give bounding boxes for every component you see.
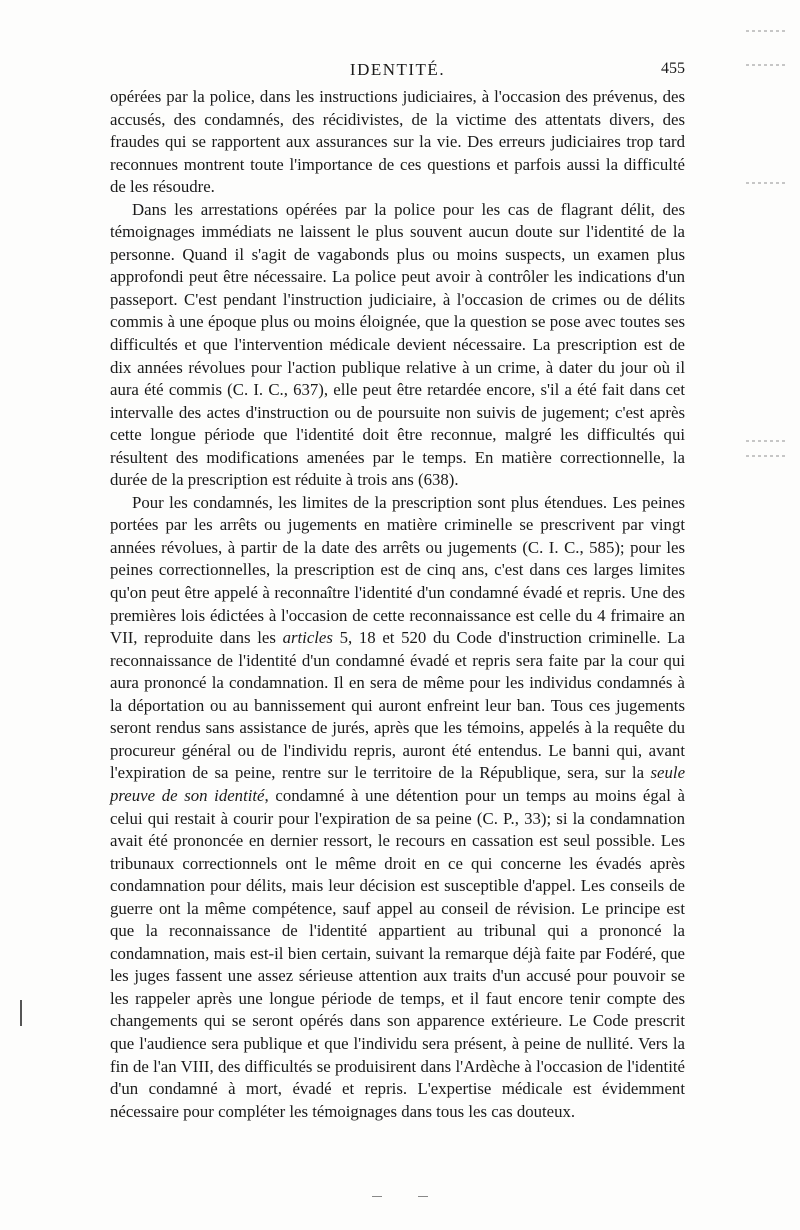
scan-artifact: [372, 1196, 382, 1197]
scan-artifact: [746, 64, 786, 66]
page-number: 455: [661, 60, 685, 77]
scan-artifact: [746, 455, 786, 457]
scan-artifact: [418, 1196, 428, 1197]
paragraph-condamnes-part-3: , condamné à une détention pour un temps au moins égal à celui qui restait à courir pour l'expiration de sa peine (C. P., 33); si la condamnation avait été prononcée en dernier ressort, le recours en cassation est seul possible. Les tribunaux correctionnels ont le même droit en ce qui concerne les évadés après condamnation pour délits, mais leur décision est susceptible d'appel. Les conseils de guerre ont la même compétence, sauf appel au conseil de révision. Le principe est que la reconnaissance de l'identité appartient au tribunal qui a prononcé la condamnation, mais est-il bien certain, suivant la remarque déjà faite par Fodéré, que les juges fassent une assez sérieuse attention aux traits d'un accusé pour pouvoir se les rappeler après une longue période de temps, et il faut encore tenir compte des changements qui se seront opérés dans son apparence extérieure. Le Code prescrit que l'audience sera publique et que l'individu sera présent, à peine de nullité. Vers la fin de l'an VIII, des difficultés se produisirent dans l'Ardèche à l'occasion de l'identité d'un condamné à mort, évadé et repris. L'expertise médicale est évidemment nécessaire pour compléter les témoignages dans tous les cas douteux.: [110, 785, 685, 1121]
text-body: [110, 86, 685, 1123]
italic-seule-preuve: seule preuve de son identité: [110, 763, 686, 805]
margin-mark: [20, 1000, 22, 1026]
scan-artifact: [746, 440, 786, 442]
paragraph-condamnes: [110, 492, 685, 1123]
running-head: [110, 58, 685, 84]
scan-artifact: [746, 182, 786, 184]
paragraph-condamnes-part-2: 5, 18 et 520 du Code d'instruction criminelle. La reconnaissance de l'identité d'un condamné évadé et repris sera faite par la cour qui aura prononcé la condamnation. Il en sera de même pour les individus condamnés à la déportation ou au bannissement qui auront enfreint leur ban. Tous ces jugements seront rendus sans assistance de jurés, après que les témoins, appelés à la requête du procureur général ou de l'individu repris, auront été entendus. Le banni qui, avant l'expiration de sa peine, rentre sur le territoire de la République, sera, sur la: [110, 628, 685, 783]
scan-artifact: [746, 30, 786, 32]
paragraph-arrestations: Dans les arrestations opérées par la police pour les cas de flagrant délit, des témoignages immédiats ne laissent le plus souvent aucun doute sur l'identité de la personne. Quand il s'agit de vagabonds plus ou moins suspects, un examen plus approfondi peut être nécessaire. La police peut avoir à contrôler les indications d'un passeport. C'est pendant l'instruction judiciaire, à l'occasion de crimes ou de délits commis à une époque plus ou moins éloignée, que la question se pose avec toutes ses difficultés et que l'intervention médicale devient nécessaire. La prescription est de dix années révolues pour l'action publique relative à un crime, à dater du jour où il aura été commis (C. I. C., 637), elle peut être retardée encore, s'il a été fait dans cet intervalle des actes d'instruction ou de poursuite non suivis de jugement; c'est après cette longue période que l'identité doit être reconnue, malgré les difficultés qui résultent des modifications amenées par le temps. En matière correctionnelle, la durée de la prescription est réduite à trois ans (638).: [110, 199, 685, 490]
running-title: IDENTITÉ.: [349, 60, 446, 79]
paragraph-continued: opérées par la police, dans les instructions judiciaires, à l'occasion des prévenus, des accusés, des condamnés, des récidivistes, de la victime des attentats divers, des fraudes qui se rapportent aux assurances sur la vie. Des erreurs judiciaires trop tard reconnues montrent toute l'importance de ces questions et parfois aussi la difficulté de les résoudre.: [110, 87, 685, 197]
italic-articles: articles: [282, 628, 333, 648]
paragraph-condamnes-part-1: Pour les condamnés, les limites de la prescription sont plus étendues. Les peines portées par les arrêts ou jugements en matière criminelle se prescrivent par vingt années révolues, à partir de la date des arrêts ou jugements (C. I. C., 585); pour les peines correctionnelles, la prescription est de cinq ans, c'est dans ces larges limites qu'on peut être appelé à reconnaître l'identité d'un condamné évadé et repris. Une des premières lois édictées à l'occasion de cette reconnaissance est celle du 4 frimaire an VII, reproduite dans les: [110, 492, 685, 648]
